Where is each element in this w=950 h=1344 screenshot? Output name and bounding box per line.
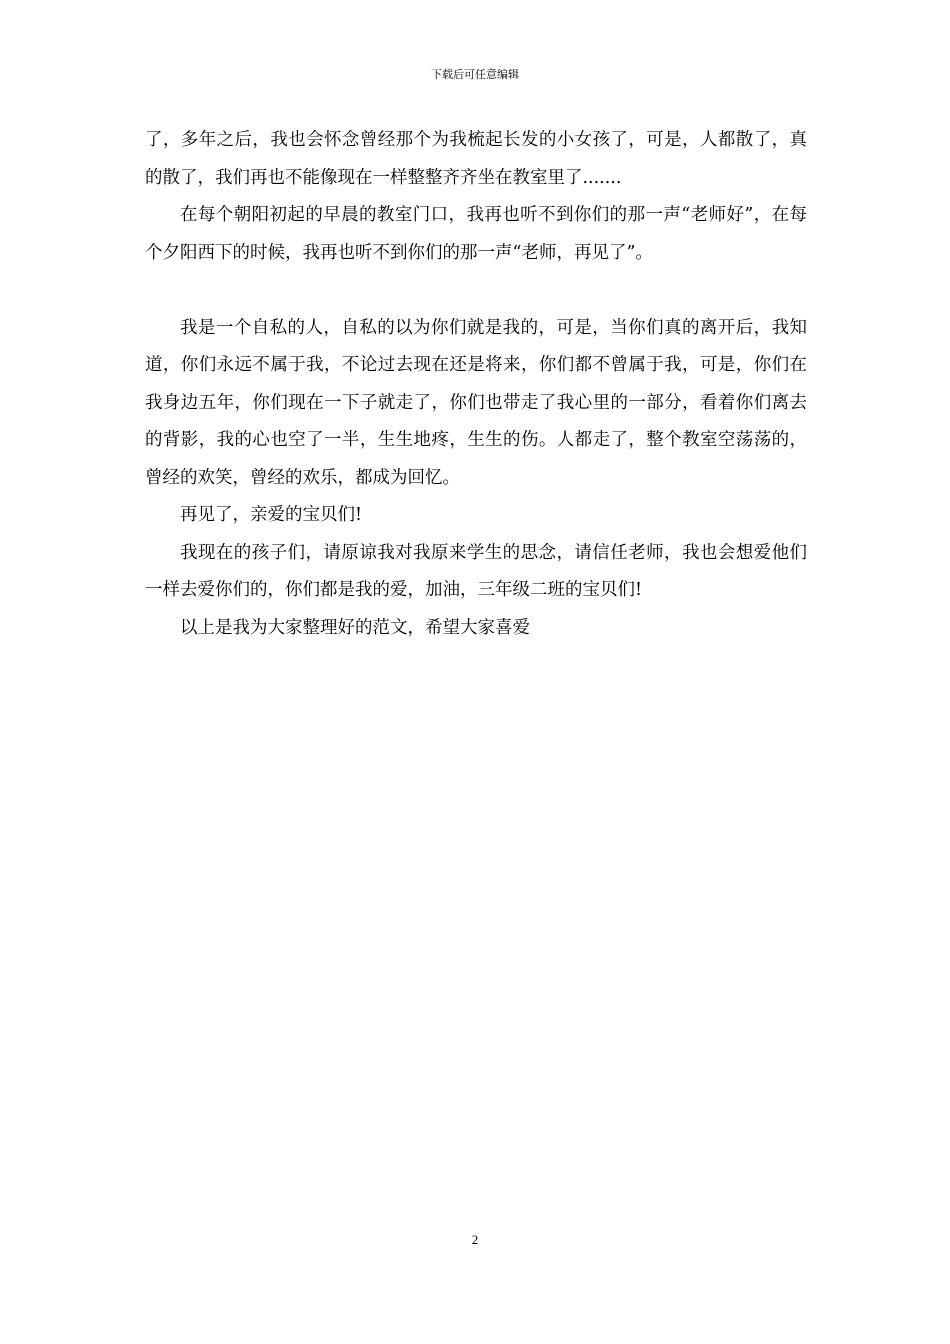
- paragraph-continued: 了，多年之后，我也会怀念曾经那个为我梳起长发的小女孩了，可是，人都散了，真的散了，我们再也不能像现在一样整整齐齐坐在教室里了.......: [145, 130, 807, 188]
- page-header: 下载后可任意编辑: [431, 68, 519, 81]
- paragraph: 再见了，亲爱的宝贝们!: [180, 505, 363, 525]
- blank-line: [145, 272, 807, 310]
- document-body: [145, 122, 807, 647]
- page-number: 2: [471, 1232, 479, 1247]
- paragraph: 在每个朝阳初起的早晨的教室门口，我再也听不到你们的那一声“老师好”，在每个夕阳西下的时候，我再也听不到你们的那一声“老师，再见了”。: [145, 205, 807, 263]
- paragraph: 我现在的孩子们，请原谅我对我原来学生的思念，请信任老师，我也会想爱他们一样去爱你们的，你们都是我的爱，加油，三年级二班的宝贝们!: [145, 542, 807, 600]
- paragraph: 以上是我为大家整理好的范文，希望大家喜爱: [180, 617, 530, 638]
- paragraph: 我是一个自私的人，自私的以为你们就是我的，可是，当你们真的离开后，我知道，你们永远不属于我，不论过去现在还是将来，你们都不曾属于我，可是，你们在我身边五年，你们现在一下子就走了，你们也带走了我心里的一部分，看着你们离去的背影，我的心也空了一半，生生地疼，生生的伤。人都走了，整个教室空荡荡的，曾经的欢笑，曾经的欢乐，都成为回忆。: [145, 317, 807, 488]
